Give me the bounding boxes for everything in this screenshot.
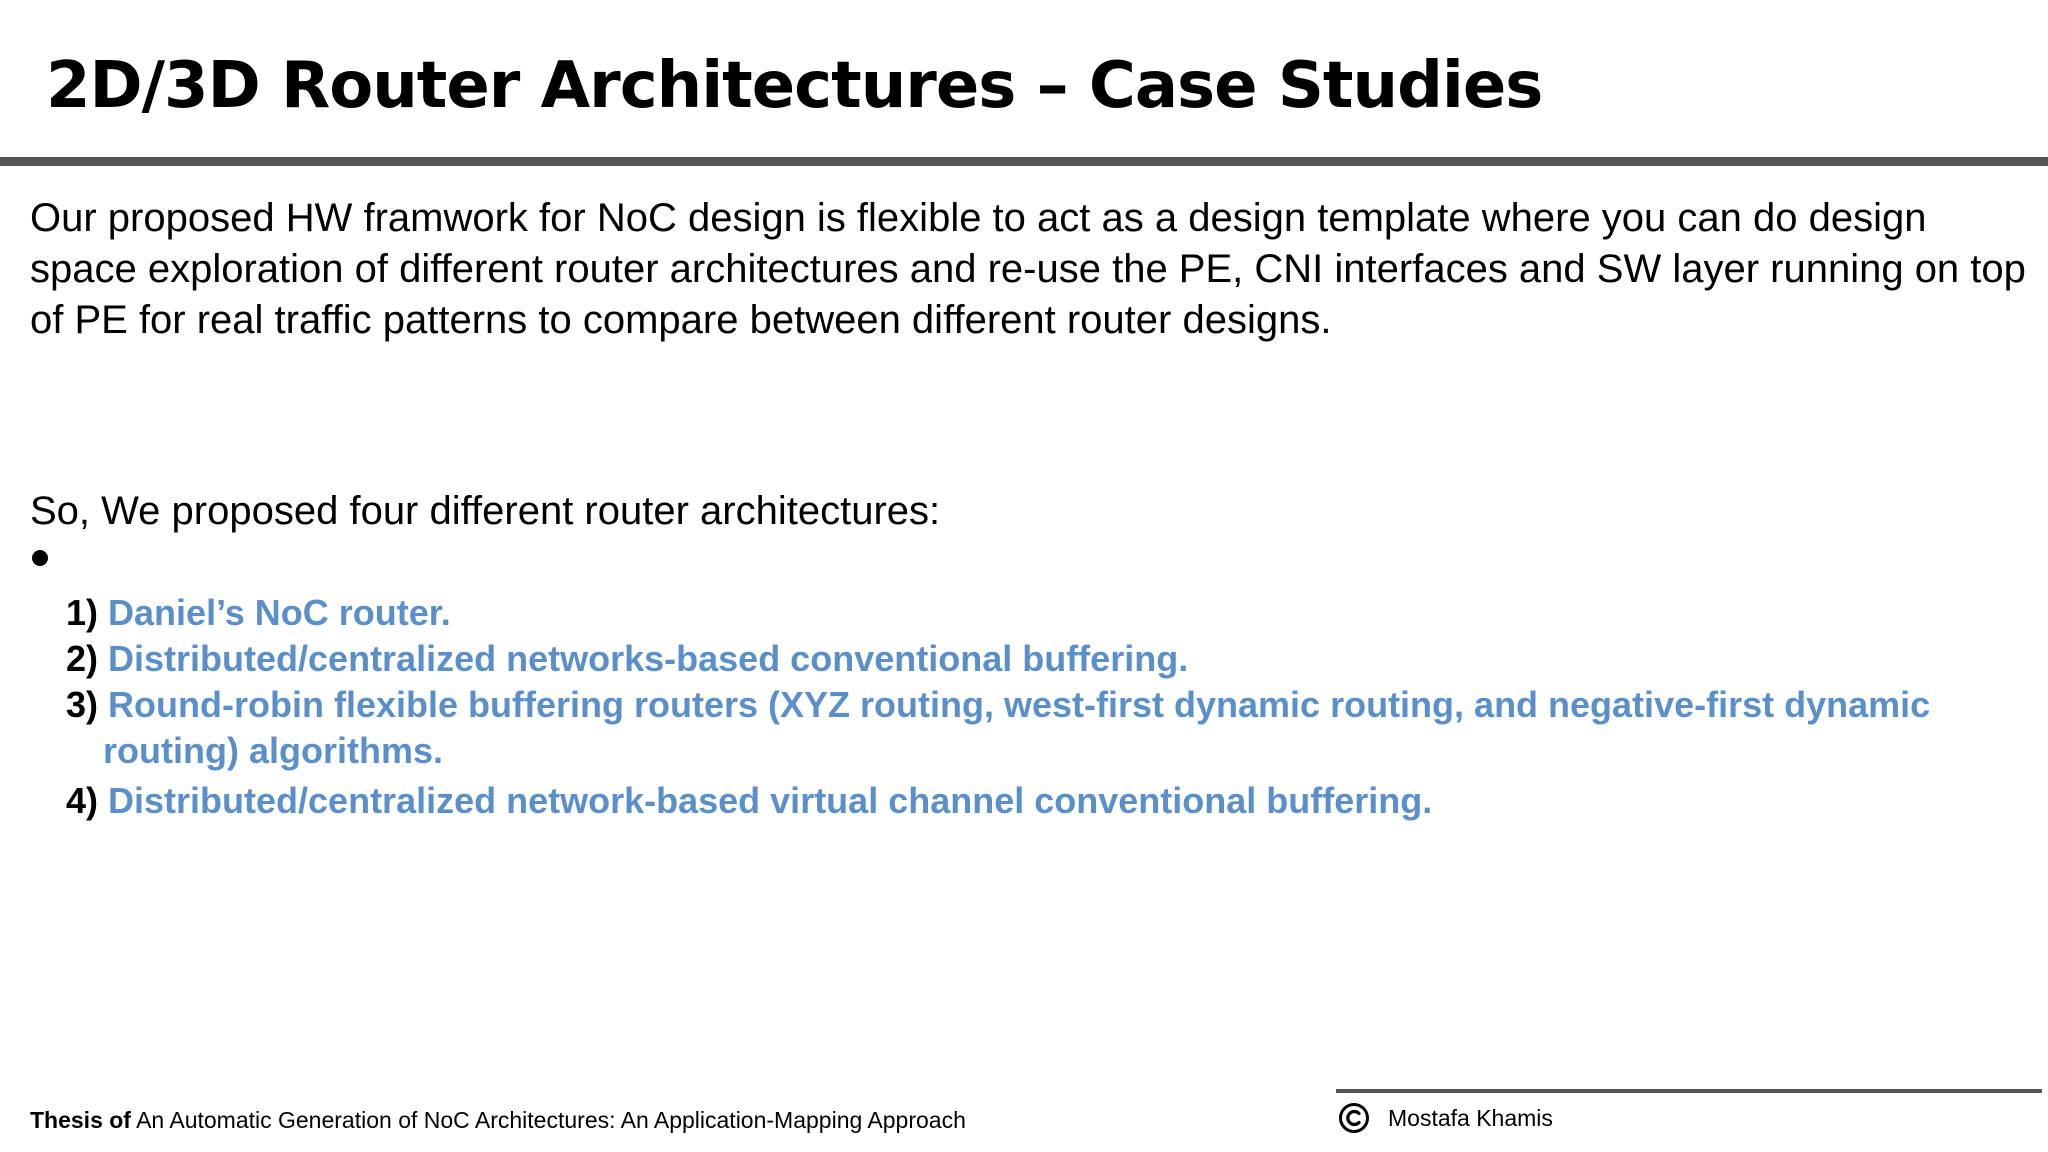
architecture-number: 2) bbox=[66, 638, 99, 679]
architecture-number: 4) bbox=[66, 780, 99, 821]
slide-title: 2D/3D Router Architectures – Case Studies bbox=[46, 49, 1543, 123]
footer-divider bbox=[1336, 1089, 2042, 1093]
footer-author: Mostafa Khamis bbox=[1388, 1105, 1553, 1131]
footer-thesis-title: An Automatic Generation of NoC Architectures: An Application-Mapping Approach bbox=[136, 1107, 966, 1133]
copyright-icon bbox=[1338, 1102, 1370, 1134]
architecture-item-2 bbox=[66, 636, 2026, 682]
bullet-icon bbox=[32, 550, 48, 566]
architecture-text: Round-robin flexible buffering routers (XYZ routing, west-first dynamic routing, and negative-first dynamic routing) algorithms. bbox=[103, 684, 1931, 771]
architecture-list bbox=[66, 590, 2026, 824]
footer-thesis-prefix: Thesis of bbox=[30, 1107, 131, 1133]
intro-paragraph: Our proposed HW framwork for NoC design is flexible to act as a design template where you can do design space exploration of different router architectures and re-use the PE, CNI interfaces and SW layer running on top of PE for real traffic patterns to compare between different router designs. bbox=[30, 196, 2026, 342]
architecture-number: 1) bbox=[66, 592, 99, 633]
architecture-number: 3) bbox=[66, 684, 99, 725]
title-divider bbox=[0, 157, 2048, 166]
architecture-text: Distributed/centralized network-based virtual channel conventional buffering. bbox=[108, 780, 1433, 821]
architectures-lead: So, We proposed four different router architectures: bbox=[30, 489, 941, 533]
footer-thesis bbox=[30, 1106, 966, 1134]
architecture-item-4 bbox=[66, 778, 2026, 824]
architecture-item-3 bbox=[66, 682, 2026, 774]
architecture-text: Daniel’s NoC router. bbox=[108, 592, 451, 633]
architecture-text: Distributed/centralized networks-based conventional buffering. bbox=[108, 638, 1189, 679]
architecture-item-1 bbox=[66, 590, 2026, 636]
